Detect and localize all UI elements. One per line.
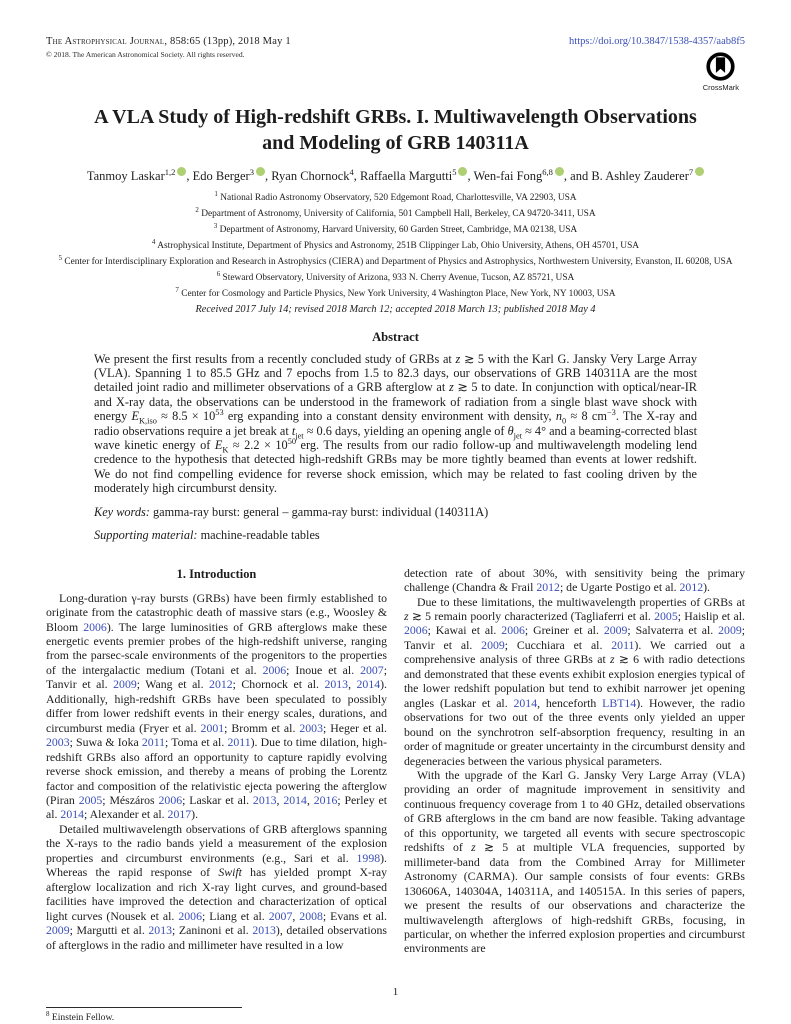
citation-link[interactable]: 2013 (148, 923, 172, 938)
author[interactable]: B. Ashley Zauderer$^7$ (591, 167, 694, 184)
author[interactable]: Tanmoy Laskar$^{1,2}$ (86, 167, 176, 184)
citation-link[interactable]: 2006 (404, 623, 428, 638)
author-separator: , (264, 169, 272, 184)
citation-link[interactable]: 2003 (299, 720, 323, 735)
author-separator: , (186, 169, 193, 184)
header-right (569, 36, 745, 92)
author-separator: , (467, 169, 474, 184)
citation-link[interactable]: 2007 (360, 662, 384, 677)
citation-link[interactable]: 2011 (611, 637, 635, 652)
right-column (404, 566, 745, 1024)
citation-link[interactable]: 2009 (113, 677, 137, 692)
citation-link[interactable]: 2017 (167, 807, 192, 822)
citation-link[interactable]: 2006 (178, 908, 202, 923)
author-separator: , and (563, 169, 592, 184)
citation-link[interactable]: 1998 (356, 850, 381, 865)
citation-link[interactable]: 2011 (227, 735, 251, 750)
citation-link[interactable]: 2013 (324, 677, 349, 692)
citation-link[interactable]: 2006 (501, 623, 525, 638)
author[interactable]: Wen-fai Fong$^{6,8}$ (473, 167, 553, 184)
left-column (46, 566, 387, 1024)
section-heading-introduction: 1. Introduction (176, 566, 257, 581)
affiliation: $^4$ Astrophysical Institute, Department of Physics and Astronomy, 251B Clippinger Lab, Ohio University, Athens, OH 45701, USA (151, 237, 640, 252)
citation-link[interactable]: 2013 (252, 793, 277, 808)
citation-link[interactable]: 2006 (262, 662, 287, 677)
citation-link[interactable]: 2013 (252, 923, 276, 938)
citation-link[interactable]: 2011 (141, 735, 166, 750)
citation-link[interactable]: 2009 (481, 637, 505, 652)
received-line: Received 2017 July 14; revised 2018 March 12; accepted 2018 March 13; published 2018 May 4 (195, 303, 596, 315)
citation-link[interactable]: 2014 (60, 807, 85, 822)
affiliation: $^6$ Steward Observatory, University of Arizona, 933 N. Cherry Avenue, Tucson, AZ 85721, USA (216, 269, 575, 283)
abstract-text: We present the first results from a recently concluded study of GRBs at z ≳ 5 with the Karl G. Jansky Very Large Array (VLA). Spanning 1 to 85.5 GHz and 7 epochs from 1.5 to 82.3 days, our observations of GRB 140311A are the most detailed joint radio and millimeter observations of a GRB afterglow at z ≳ 5 to date. In conjunction with optical/near-IR and X-ray data, the observations can be understood in the framework of radiation from a single blast wave shock with energy $E_{K,iso} \approx 8.5 \times 10^{53}$ erg expanding into a constant density environment with density, $n_0 \approx 8$ $cm^{-3}$. The X-ray and radio observations require a jet break at $t_{jet} \approx 0.6$ days, yielding an opening angle of $\theta_{jet} \approx 4^\circ$ and a beaming-corrected blast wave kinetic energy of $E_K \approx 2.2 \times 10^{50}$ erg. The results from our radio follow-up and multiwavelength modeling lend credence to the hypothesis that detected high-redshift GRBs may be more tightly beamed than events at lower redshift. We do not find compelling evidence for reverse shock emission, which may be related to fast cooling driven by the moderately high circumburst density. (94, 351, 698, 496)
citation-link[interactable]: 2007 (268, 908, 293, 923)
citation-link[interactable]: LBT14 (602, 695, 637, 710)
author[interactable]: Ryan Chornock$^4$ (271, 167, 354, 184)
journal-line: The Astrophysical Journal, 858:65 (13pp), 2018 May 1 (46, 36, 291, 47)
orcid-icon[interactable] (695, 167, 704, 176)
citation-link[interactable]: 2005 (78, 793, 103, 808)
orcid-icon[interactable] (555, 167, 564, 176)
paragraph: Detailed multiwavelength observations of GRB afterglows spanning the X-rays to the radio bands yield a measurement of the explosion properties and circumburst environments (e.g., Sari et al. 1998). Whereas the rapid response of Swift has yielded prompt X-ray afterglow localization and rich X-ray light curves, and ground-based facilities have improved the detection and characterization of optical light curves (Nousek et al. 2006; Liang et al. 2007, 2008; Evans et al. 2009; Margutti et al. 2013; Zaninoni et al. 2013), detailed observations of afterglows in the radio and millimeter have resulted in a low (46, 821, 387, 952)
paragraph: detection rate of about 30%, with sensitivity being the primary challenge (Chandra & Frail 2012; de Ugarte Postigo et al. 2012). (404, 565, 745, 595)
footnote (46, 1007, 242, 1023)
citation-link[interactable]: 2005 (654, 609, 678, 624)
citation-link[interactable]: 2014 (513, 695, 538, 710)
copyright-line: © 2018. The American Astronomical Society. All rights reserved. (46, 50, 245, 59)
citation-link[interactable]: 2009 (718, 623, 742, 638)
doi-link[interactable]: https://doi.org/10.3847/1538-4357/aab8f5 (569, 36, 745, 47)
author-line (46, 167, 745, 184)
affiliation: $^5$ Center for Interdisciplinary Exploration and Research in Astrophysics (CIERA) and Department of Physics and Astrophysics, Northwestern University, Evanston, IL 60208, USA (58, 253, 733, 267)
abstract-heading: Abstract (372, 329, 419, 344)
page-title: A VLA Study of High-redshift GRBs. I. Multiwavelength Observations and Modeling of GRB 140311A (94, 106, 697, 154)
keywords-line (94, 505, 697, 519)
citation-link[interactable]: 2009 (603, 623, 628, 638)
crossmark-label: CrossMark (702, 83, 739, 92)
affiliation: $^3$ Department of Astronomy, Harvard University, 60 Garden Street, Cambridge, MA 02138, USA (213, 222, 578, 236)
citation-link[interactable]: 2006 (83, 619, 107, 634)
journal-info (46, 36, 291, 59)
citation-link[interactable]: 2008 (299, 908, 323, 923)
affiliation-list (46, 189, 745, 300)
citation-link[interactable]: 2009 (46, 923, 70, 938)
left-column-paragraphs (46, 591, 387, 952)
supporting-text: machine-readable tables (200, 527, 320, 542)
paragraph: With the upgrade of the Karl G. Jansky Very Large Array (VLA) providing an order of magnitude improvement in sensitivity and continuous frequency coverage from 1 to 40 GHz, detailed observations of GRB afterglows in the cm band are now feasible. Taking advantage of this opportunity, we targeted all events with secure spectroscopic redshifts of z ≳ 5 at multiple VLA frequencies, supported by millimeter-band data from the Combined Array for Millimeter Astronomy (CARMA). Our sample consists of four events: GRBs 130606A, 140304A, 140311A, and 140515A. In this series of papers, we present the results of our observations and characterize the multiwavelength afterglows of high-redshift GRBs, focusing, in particular, on whether the inferred explosion properties and circumburst environments are (404, 768, 745, 956)
paragraph: Long-duration γ-ray bursts (GRBs) have been firmly established to originate from the catastrophic death of massive stars (e.g., Woosley & Bloom 2006). The large luminosities of GRB afterglows make these energetic events premier probes of the high-redshift universe, ranging from the parsec-scale environments of the progenitors to the properties of the intergalactic medium (Totani et al. 2006; Inoue et al. 2007; Tanvir et al. 2009; Wang et al. 2012; Chornock et al. 2013, 2014). Additionally, high-redshift GRBs have been speculated to possibly differ from lower redshift events in their energy scales, durations, and circumburst media (Fryer et al. 2001; Bromm et al. 2003; Heger et al. 2003; Suwa & Ioka 2011; Toma et al. 2011). Due to time dilation, high-redshift GRBs also afford an opportunity to capture rapidly evolving reverse shock emission, and thereby a means of probing the Lorentz factor and composition of the relativistic ejecta powering the afterglow (Piran 2005; Mészáros 2006; Laskar et al. 2013, 2014, 2016; Perley et al. 2014; Alexander et al. 2017). (46, 590, 388, 822)
supporting-label: Supporting material: (94, 527, 201, 542)
citation-link[interactable]: 2003 (46, 735, 70, 750)
page-number: 1 (392, 986, 399, 998)
citation-link[interactable]: 2014 (356, 677, 381, 692)
citation-link[interactable]: 2012 (679, 580, 704, 595)
footnote-marker: 8 (46, 1010, 50, 1019)
author[interactable]: Edo Berger$^3$ (192, 167, 254, 184)
orcid-icon[interactable] (256, 167, 265, 176)
body-columns (46, 566, 745, 1024)
affiliation: $^1$ National Radio Astronomy Observatory, 520 Edgemont Road, Charlottesville, VA 22903, USA (214, 190, 577, 204)
right-column-paragraphs (404, 566, 745, 956)
keywords-text: gamma-ray burst: general – gamma-ray burst: individual (140311A) (152, 504, 489, 519)
supporting-material-line (94, 528, 697, 542)
footnote-text: Einstein Fellow. (49, 1012, 115, 1024)
citation-link[interactable]: 2001 (200, 720, 225, 735)
footnote-rule (46, 1007, 242, 1008)
affiliation: $^2$ Department of Astronomy, University of California, 501 Campbell Hall, Berkeley, CA 94720-3411, USA (195, 206, 596, 220)
citation-link[interactable]: 2012 (536, 580, 560, 595)
crossmark-badge[interactable] (703, 50, 739, 92)
keywords-label: Key words: (94, 504, 153, 519)
citation-link[interactable]: 2016 (313, 793, 338, 808)
affiliation: $^7$ Center for Cosmology and Particle Physics, New York University, 4 Washington Place, New York, NY 10003, USA (175, 285, 616, 299)
citation-link[interactable]: 2012 (209, 677, 233, 692)
page-header (46, 36, 745, 92)
author[interactable]: Raffaella Margutti$^5$ (360, 167, 457, 184)
paragraph: Due to these limitations, the multiwavelength properties of GRBs at z ≳ 5 remain poorly characterized (Tagliaferri et al. 2005; Haislip et al. 2006; Kawai et al. 2006; Greiner et al. 2009; Salvaterra et al. 2009; Tanvir et al. 2009; Cucchiara et al. 2011). We carried out a comprehensive analysis of three GRBs at z ≳ 6 with radio detections and demonstrated that these events exhibit explosion energies typical of the lower redshift population but tend to exhibit narrower jet opening angles (Laskar et al. 2014, henceforth LBT14). However, the radio observations for two out of the three events only yielded an upper bound on the synchrotron self-absorption frequency, resulting in an order of magnitude or greater uncertainty in the circumburst density and degeneracies between the various physical parameters. (404, 594, 745, 768)
author-separator: , (353, 169, 360, 184)
citation-link[interactable]: 2006 (158, 793, 183, 808)
crossmark-icon (704, 50, 737, 83)
citation-link[interactable]: 2014 (283, 793, 307, 808)
